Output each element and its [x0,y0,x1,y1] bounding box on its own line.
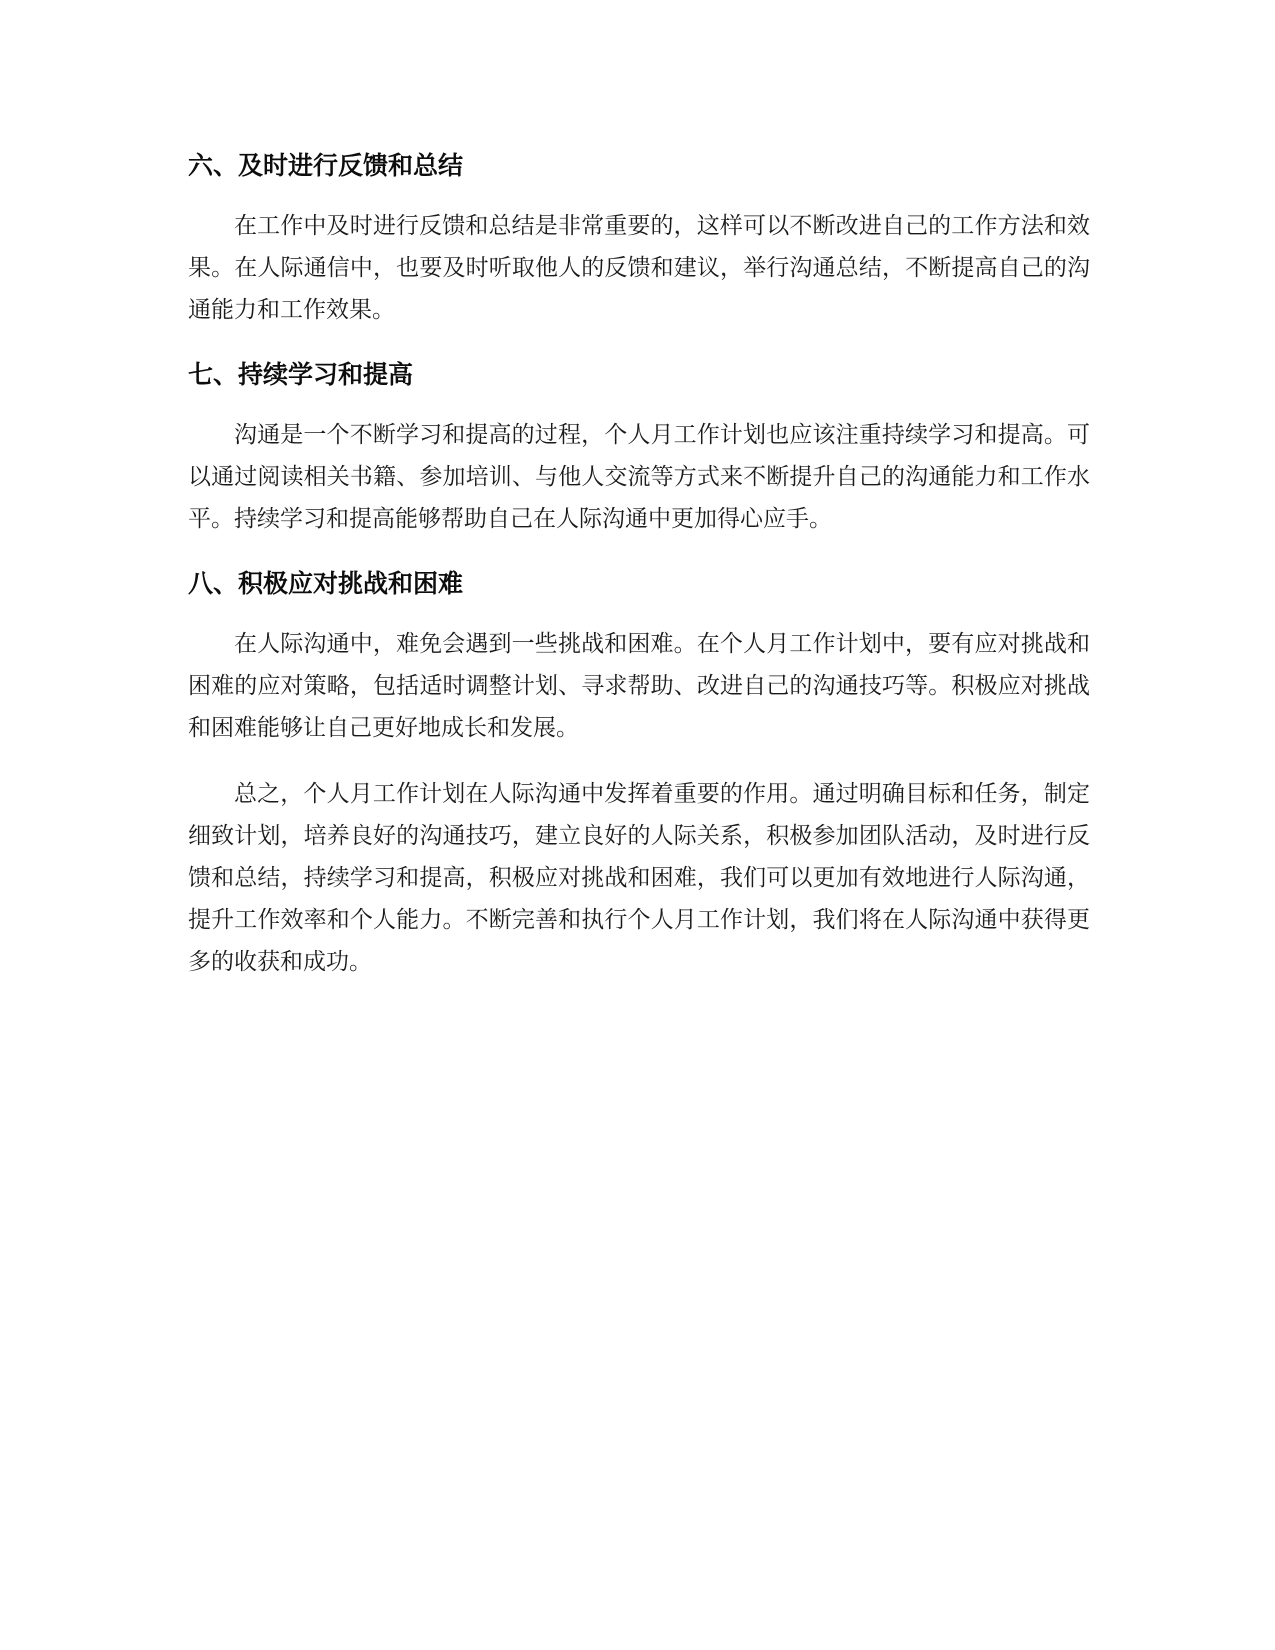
document-body [188,148,1090,983]
section-paragraph-feedback: 在工作中及时进行反馈和总结是非常重要的，这样可以不断改进自己的工作方法和效果。在人际通信中，也要及时听取他人的反馈和建议，举行沟通总结，不断提高自己的沟通能力和工作效果。 [188,213,1090,323]
section-heading-feedback: 六、及时进行反馈和总结 [188,151,464,180]
conclusion-paragraph: 总之，个人月工作计划在人际沟通中发挥着重要的作用。通过明确目标和任务，制定细致计划，培养良好的沟通技巧，建立良好的人际关系，积极参加团队活动，及时进行反馈和总结，持续学习和提高，积极应对挑战和困难，我们可以更加有效地进行人际沟通，提升工作效率和个人能力。不断完善和执行个人月工作计划，我们将在人际沟通中获得更多的收获和成功。 [188,781,1090,975]
section-paragraph-challenges: 在人际沟通中，难免会遇到一些挑战和困难。在个人月工作计划中，要有应对挑战和困难的应对策略，包括适时调整计划、寻求帮助、改进自己的沟通技巧等。积极应对挑战和困难能够让自己更好地成长和发展。 [188,631,1090,741]
section-heading-challenges: 八、积极应对挑战和困难 [188,569,464,598]
section-heading-learning: 七、持续学习和提高 [188,360,414,389]
section-paragraph-learning: 沟通是一个不断学习和提高的过程，个人月工作计划也应该注重持续学习和提高。可以通过阅读相关书籍、参加培训、与他人交流等方式来不断提升自己的沟通能力和工作水平。持续学习和提高能够帮助自己在人际沟通中更加得心应手。 [188,422,1090,532]
